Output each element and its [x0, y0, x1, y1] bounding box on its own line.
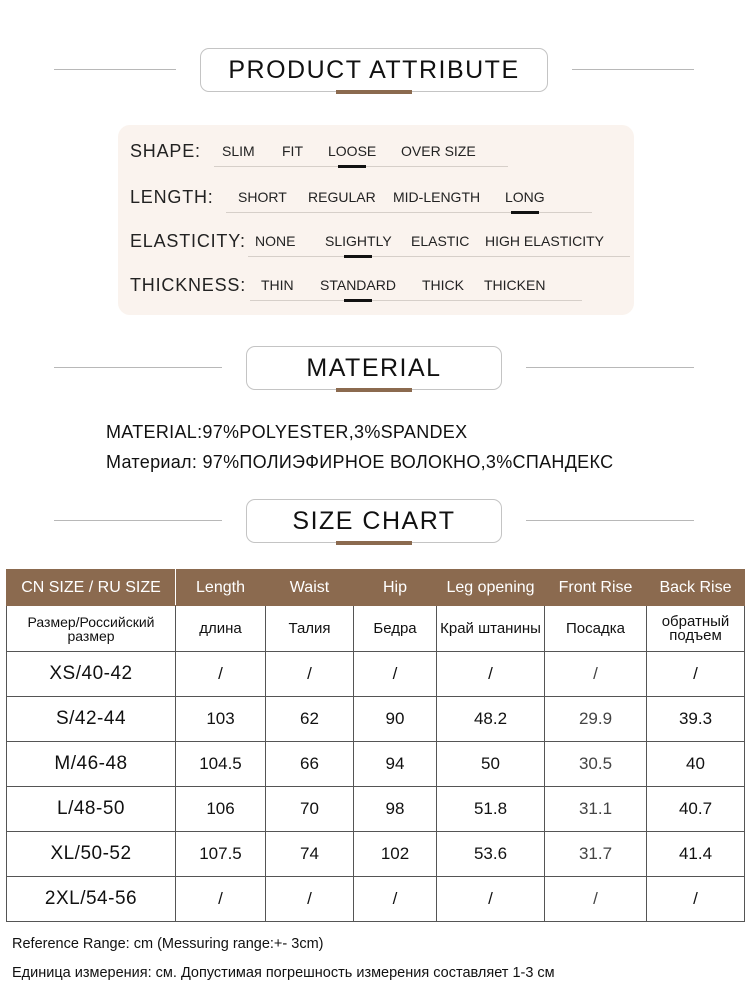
size-cell: S/42-44 — [7, 697, 176, 742]
attr-row-thickness — [130, 271, 630, 301]
subheader-cell: Бедра — [354, 606, 437, 652]
attr-option-selected: LOOSE — [328, 143, 377, 159]
reference-note-ru: Единица измерения: см. Допустимая погрешность измерения составляет 1-3 см — [12, 965, 555, 981]
table-cell: 48.2 — [437, 697, 545, 742]
size-cell: XS/40-42 — [7, 652, 176, 697]
section-title: PRODUCT ATTRIBUTE — [228, 55, 520, 84]
attr-label: LENGTH: — [130, 187, 214, 207]
attribute-panel — [118, 125, 634, 315]
subheader-cell: Талия — [266, 606, 354, 652]
table-cell: 94 — [354, 742, 437, 787]
table-cell: / — [266, 877, 354, 922]
table-cell: 70 — [266, 787, 354, 832]
material-header — [0, 346, 750, 390]
header-cell: Leg opening — [437, 570, 545, 606]
material-text-ru: Материал: 97%ПОЛИЭФИРНОЕ ВОЛОКНО,3%СПАНДЕКС — [106, 452, 614, 472]
table-cell: / — [176, 877, 266, 922]
attr-option: NONE — [255, 233, 296, 249]
title-accent-bar — [336, 388, 412, 392]
table-row — [7, 652, 745, 697]
header-rule-left — [54, 69, 176, 70]
attr-baseline — [250, 300, 582, 301]
section-title-pill — [246, 346, 502, 390]
table-cell: 66 — [266, 742, 354, 787]
table-row — [7, 697, 745, 742]
header-rule-left — [54, 520, 222, 521]
header-cell: Front Rise — [545, 570, 647, 606]
attr-option: HIGH ELASTICITY — [485, 233, 605, 249]
attr-option: SHORT — [238, 189, 287, 205]
header-cell: Hip — [354, 570, 437, 606]
attr-option: ELASTIC — [411, 233, 470, 249]
attr-row-elasticity — [130, 227, 630, 257]
size-chart-table — [6, 569, 745, 922]
table-cell: / — [437, 877, 545, 922]
attr-option: REGULAR — [308, 189, 376, 205]
header-rule-left — [54, 367, 222, 368]
table-cell: 31.7 — [545, 832, 647, 877]
attr-row-shape — [130, 137, 630, 167]
attr-row-length — [130, 183, 630, 213]
table-cell: / — [176, 652, 266, 697]
section-title-pill — [246, 499, 502, 543]
title-accent-bar — [336, 541, 412, 545]
section-title: SIZE CHART — [292, 506, 456, 535]
attr-option: THICKEN — [484, 277, 546, 293]
attr-option: THIN — [261, 277, 294, 293]
table-cell: 51.8 — [437, 787, 545, 832]
table-cell: 62 — [266, 697, 354, 742]
size-cell: 2XL/54-56 — [7, 877, 176, 922]
subheader-cell: Посадка — [545, 606, 647, 652]
header-cell: Length — [176, 570, 266, 606]
attr-label: THICKNESS: — [130, 275, 247, 295]
attr-option-selected: SLIGHTLY — [325, 233, 392, 249]
table-cell: 74 — [266, 832, 354, 877]
size-cell: L/48-50 — [7, 787, 176, 832]
table-cell: / — [437, 652, 545, 697]
section-title: MATERIAL — [306, 353, 442, 382]
table-row — [7, 832, 745, 877]
table-row — [7, 877, 745, 922]
subheader-cell: Размер/Российский размер — [7, 606, 176, 652]
table-cell: 106 — [176, 787, 266, 832]
table-cell: 107.5 — [176, 832, 266, 877]
table-cell: / — [545, 877, 647, 922]
table-row — [7, 742, 745, 787]
attr-option: FIT — [282, 143, 303, 159]
table-cell: 104.5 — [176, 742, 266, 787]
attr-option: THICK — [422, 277, 464, 293]
attr-option-selected: LONG — [505, 189, 545, 205]
table-cell: / — [266, 652, 354, 697]
header-cell: CN SIZE / RU SIZE — [7, 570, 176, 606]
table-cell: 90 — [354, 697, 437, 742]
table-cell: / — [647, 652, 745, 697]
material-text-en: MATERIAL:97%POLYESTER,3%SPANDEX — [106, 422, 468, 442]
table-cell: 39.3 — [647, 697, 745, 742]
table-header-row — [7, 570, 745, 606]
table-cell: / — [545, 652, 647, 697]
header-cell: Waist — [266, 570, 354, 606]
attr-label: ELASTICITY: — [130, 231, 246, 251]
header-rule-right — [526, 367, 694, 368]
title-accent-bar — [336, 90, 412, 94]
subheader-cell: обратный подъем — [647, 606, 745, 652]
header-rule-right — [526, 520, 694, 521]
attr-option: OVER SIZE — [401, 143, 476, 159]
product-attribute-header — [0, 48, 750, 92]
attr-option-selected: STANDARD — [320, 277, 396, 293]
size-cell: M/46-48 — [7, 742, 176, 787]
table-cell: 41.4 — [647, 832, 745, 877]
table-cell: 98 — [354, 787, 437, 832]
attr-label: SHAPE: — [130, 141, 201, 161]
table-cell: 31.1 — [545, 787, 647, 832]
table-subheader-row — [7, 606, 745, 652]
attr-baseline — [248, 256, 630, 257]
table-cell: / — [354, 877, 437, 922]
attr-option: MID-LENGTH — [393, 189, 481, 205]
header-rule-right — [572, 69, 694, 70]
table-cell: 29.9 — [545, 697, 647, 742]
size-cell: XL/50-52 — [7, 832, 176, 877]
table-cell: 40.7 — [647, 787, 745, 832]
subheader-cell: длина — [176, 606, 266, 652]
table-cell: 50 — [437, 742, 545, 787]
table-row — [7, 787, 745, 832]
table-cell: 40 — [647, 742, 745, 787]
attr-option: SLIM — [222, 143, 255, 159]
header-cell: Back Rise — [647, 570, 745, 606]
size-chart-header — [0, 499, 750, 543]
subheader-cell: Край штанины — [437, 606, 545, 652]
table-cell: 103 — [176, 697, 266, 742]
reference-note-en: Reference Range: cm (Messuring range:+- 3cm) — [12, 936, 324, 952]
table-cell: 102 — [354, 832, 437, 877]
table-cell: / — [647, 877, 745, 922]
table-cell: 30.5 — [545, 742, 647, 787]
table-cell: 53.6 — [437, 832, 545, 877]
section-title-pill — [200, 48, 548, 92]
table-cell: / — [354, 652, 437, 697]
